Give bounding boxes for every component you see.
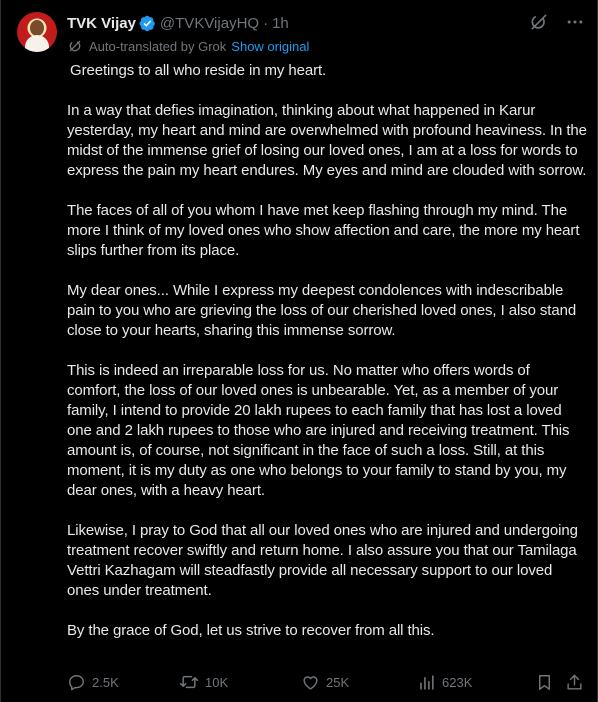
header-actions (529, 12, 585, 32)
paragraph: In a way that defies imagination, thinking about what happened in Karur yesterday, my heart and mind are overwhelmed with profound heaviness. In the midst of the immense grief of losing our loved ones, I am at a loss for words to express the pain my heart endures. My eyes and mind are clouded with sorrow. (67, 102, 587, 179)
grok-icon[interactable] (529, 12, 549, 32)
more-icon[interactable] (565, 12, 585, 32)
repost-button[interactable] (179, 672, 228, 692)
reply-icon (67, 673, 86, 692)
handle[interactable]: @TVKVijayHQ (159, 14, 260, 32)
translation-label: Auto-translated by Grok (89, 38, 227, 54)
avatar-face (30, 20, 44, 36)
views-count: 623K (442, 674, 473, 690)
views-button[interactable] (417, 672, 472, 692)
bookmark-button[interactable] (535, 672, 554, 692)
tweet-header (67, 13, 289, 33)
share-button[interactable] (565, 672, 584, 692)
like-button[interactable] (301, 672, 349, 692)
share-icon (565, 673, 584, 692)
views-icon (417, 673, 436, 692)
tweet-text (67, 61, 587, 661)
action-bar (67, 672, 587, 692)
paragraph: By the grace of God, let us strive to recover from all this. (67, 622, 435, 639)
reply-button[interactable] (67, 672, 119, 692)
timestamp[interactable]: 1h (272, 14, 289, 32)
like-count: 25K (326, 674, 350, 690)
paragraph: The faces of all of you whom I have met keep flashing through my mind. The more I think of my loved ones who show affection and care, the more my heart slips further from its place. (67, 202, 580, 259)
separator-dot: · (263, 14, 269, 32)
display-name[interactable]: TVK Vijay (67, 14, 136, 32)
repost-icon (179, 672, 199, 692)
reply-count: 2.5K (92, 674, 119, 690)
translation-notice (67, 38, 309, 54)
paragraph: My dear ones... While I express my deepest condolences with indescribable pain to you who are grieving the loss of our cherished loved ones, I also stand close to your hearts, sharing this immense sorrow. (67, 282, 577, 339)
translate-icon (67, 38, 83, 54)
show-original-link[interactable]: Show original (231, 38, 310, 54)
avatar[interactable] (17, 12, 57, 52)
avatar-body (25, 35, 49, 52)
paragraph-greeting: Greetings to all who reside in my heart. (70, 62, 327, 79)
like-icon (301, 673, 320, 692)
repost-count: 10K (205, 674, 229, 690)
paragraph: Likewise, I pray to God that all our loved ones who are injured and undergoing treatment recover swiftly and return home. I also assure you that our Tamilaga Vettri Kazhagam will steadfastly provide all necessary support to our loved ones under treatment. (67, 522, 578, 599)
bookmark-icon (535, 673, 554, 692)
paragraph: This is indeed an irreparable loss for us. No matter who offers words of comfort, the loss of our loved ones is unbearable. Yet, as a member of your family, I intend to provide 20 lakh rupees to each family that has lost a loved one and 2 lakh rupees to those who are injured and receiving treatment. This amount is, of course, not significant in the face of such a loss. Still, at this moment, it is my duty as one who belongs to your family to stand by you, my dear ones, with a heavy heart. (67, 362, 570, 499)
verified-badge-icon[interactable] (139, 15, 156, 32)
